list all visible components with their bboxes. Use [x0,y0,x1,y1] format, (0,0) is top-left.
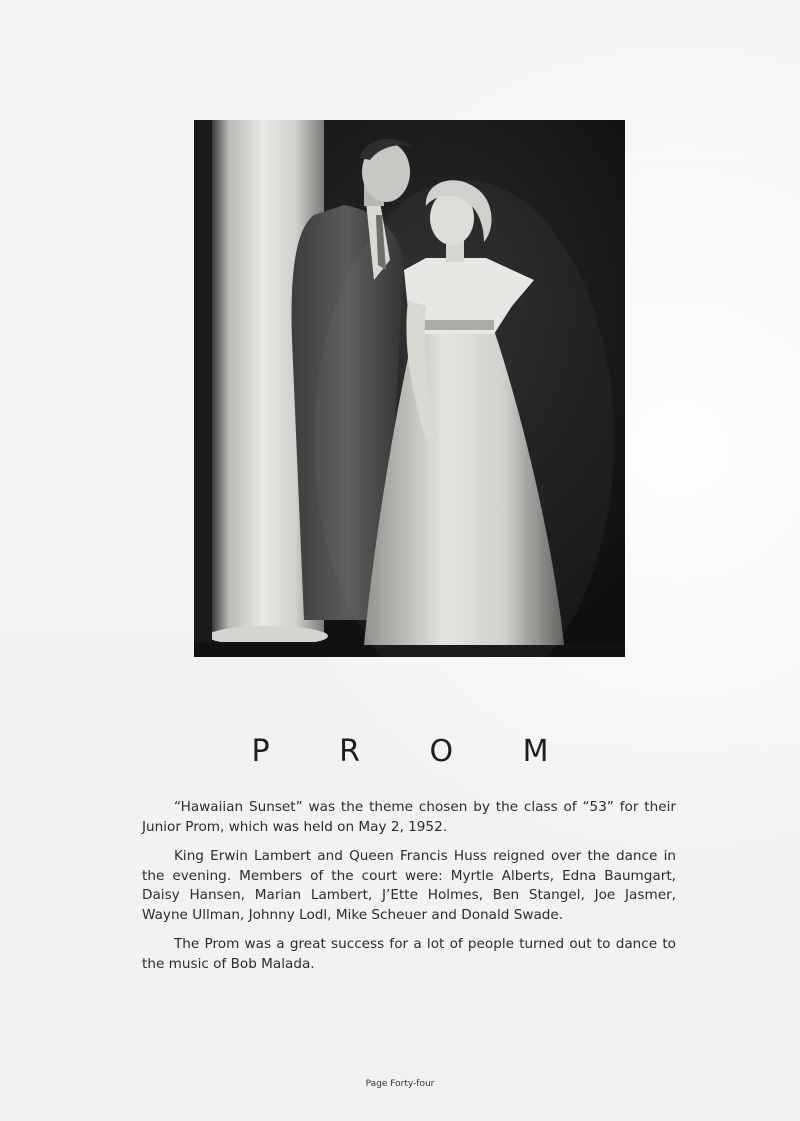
paragraph-music: The Prom was a great success for a lot of people turned out to dance to the music of Bob Malada. [142,936,676,972]
article-body [142,798,676,984]
paragraph-court: King Erwin Lambert and Queen Francis Huss reigned over the dance in the evening. Members of the court were: Myrtle Alberts, Edna Baumgart, Daisy Hansen, Marian Lambert, J’Ette Holmes, Ben Stangel, Joe Jasmer, Wayne Ullman, Johnny Lodl, Mike Scheuer and Donald Swade. [142,848,676,923]
paragraph-theme: “Hawaiian Sunset” was the theme chosen by the class of “53” for their Junior Prom, which was held on May 2, 1952. [142,799,676,835]
photo-illustration [194,120,625,657]
page-number: Page Forty-four [365,1079,435,1089]
prom-couple-photo [194,120,625,657]
page-title: P R O M [251,734,579,769]
